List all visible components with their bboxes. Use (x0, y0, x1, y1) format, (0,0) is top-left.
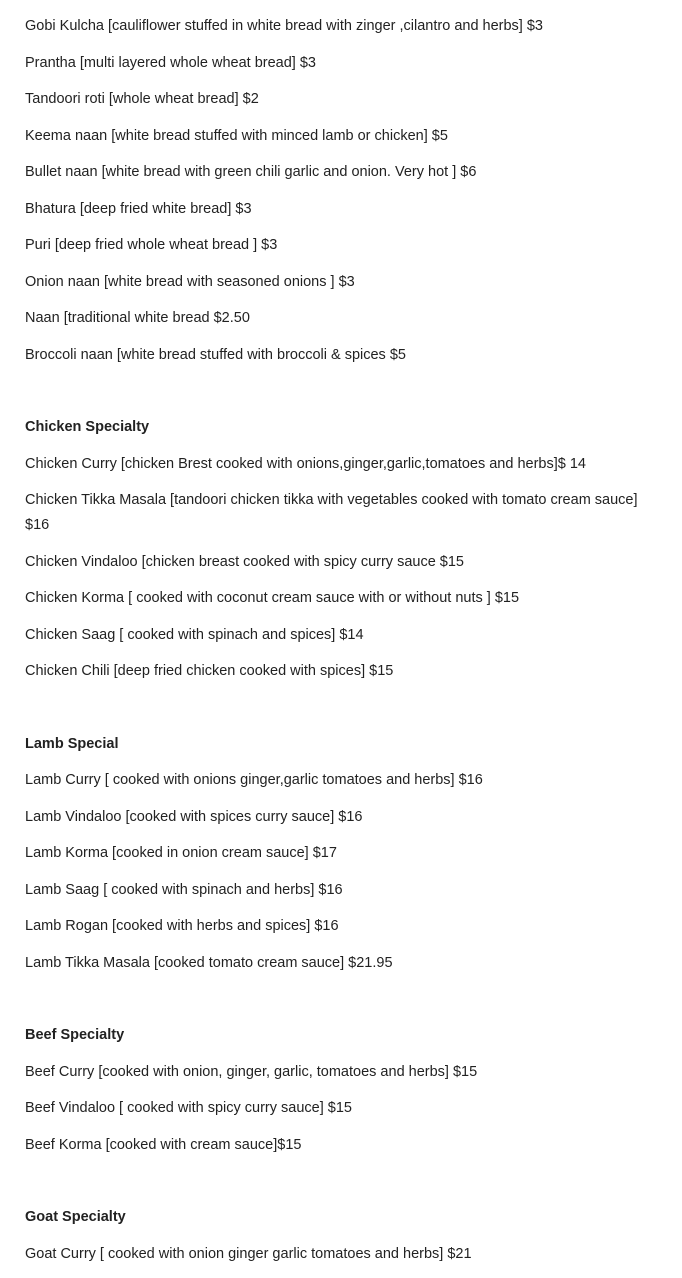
menu-item: Bullet naan [white bread with green chili garlic and onion. Very hot ] $6 (25, 164, 477, 180)
menu-item: Puri [deep fried whole wheat bread ] $3 (25, 237, 278, 253)
menu-item: Naan [traditional white bread $2.50 (25, 310, 250, 326)
menu-item: Gobi Kulcha [cauliflower stuffed in white bread with zinger ,cilantro and herbs] $3 (25, 18, 543, 34)
goat-section (25, 1205, 657, 1267)
bread-section (25, 14, 657, 368)
menu-item: Goat Curry [ cooked with onion ginger garlic tomatoes and herbs] $21 (25, 1245, 472, 1262)
menu-item: Tandoori roti [whole wheat bread] $2 (25, 91, 259, 107)
menu-item: Keema naan [white bread stuffed with minced lamb or chicken] $5 (25, 127, 448, 144)
menu-item: Bhatura [deep fried white bread] $3 (25, 200, 252, 217)
section-heading: Beef Specialty (25, 1027, 125, 1043)
menu-item: Chicken Curry [chicken Brest cooked with onions,ginger,garlic,tomatoes and herbs]$ 14 (25, 455, 586, 472)
section-heading: Chicken Specialty (25, 419, 150, 435)
menu-item: Chicken Tikka Masala [tandoori chicken tikka with vegetables cooked with tomato cream sauce] $16 (25, 492, 638, 533)
menu-item: Broccoli naan [white bread stuffed with broccoli & spices $5 (25, 346, 406, 363)
menu-item: Lamb Curry [ cooked with onions ginger,garlic tomatoes and herbs] $16 (25, 772, 483, 788)
section-spacer (25, 696, 657, 732)
menu-item: Beef Vindaloo [ cooked with spicy curry sauce] $15 (25, 1100, 352, 1116)
section-heading: Lamb Special (25, 735, 119, 752)
menu-item: Onion naan [white bread with seasoned onions ] $3 (25, 273, 355, 290)
beef-section (25, 1023, 657, 1158)
menu-item: Lamb Korma [cooked in onion cream sauce] $17 (25, 845, 337, 861)
menu-item: Prantha [multi layered whole wheat bread] $3 (25, 54, 316, 71)
menu-item: Beef Curry [cooked with onion, ginger, garlic, tomatoes and herbs] $15 (25, 1063, 478, 1080)
menu-item: Lamb Saag [ cooked with spinach and herbs] $16 (25, 881, 343, 898)
chicken-section (25, 415, 657, 684)
section-heading: Goat Specialty (25, 1209, 126, 1225)
lamb-section (25, 732, 657, 976)
menu-item: Chicken Korma [ cooked with coconut cream sauce with or without nuts ] $15 (25, 590, 520, 606)
menu-item: Lamb Rogan [cooked with herbs and spices] $16 (25, 918, 339, 934)
section-spacer (25, 1169, 657, 1205)
menu-item: Lamb Vindaloo [cooked with spices curry sauce] $16 (25, 808, 363, 825)
menu-item: Beef Korma [cooked with cream sauce]$15 (25, 1136, 302, 1153)
menu-item: Chicken Vindaloo [chicken breast cooked with spicy curry sauce $15 (25, 553, 464, 570)
section-spacer (25, 379, 657, 415)
menu-item: Lamb Tikka Masala [cooked tomato cream sauce] $21.95 (25, 954, 393, 971)
section-spacer (25, 987, 657, 1023)
menu-content (25, 0, 657, 1278)
menu-item: Chicken Chili [deep fried chicken cooked with spices] $15 (25, 663, 394, 679)
menu-item: Chicken Saag [ cooked with spinach and spices] $14 (25, 626, 364, 643)
